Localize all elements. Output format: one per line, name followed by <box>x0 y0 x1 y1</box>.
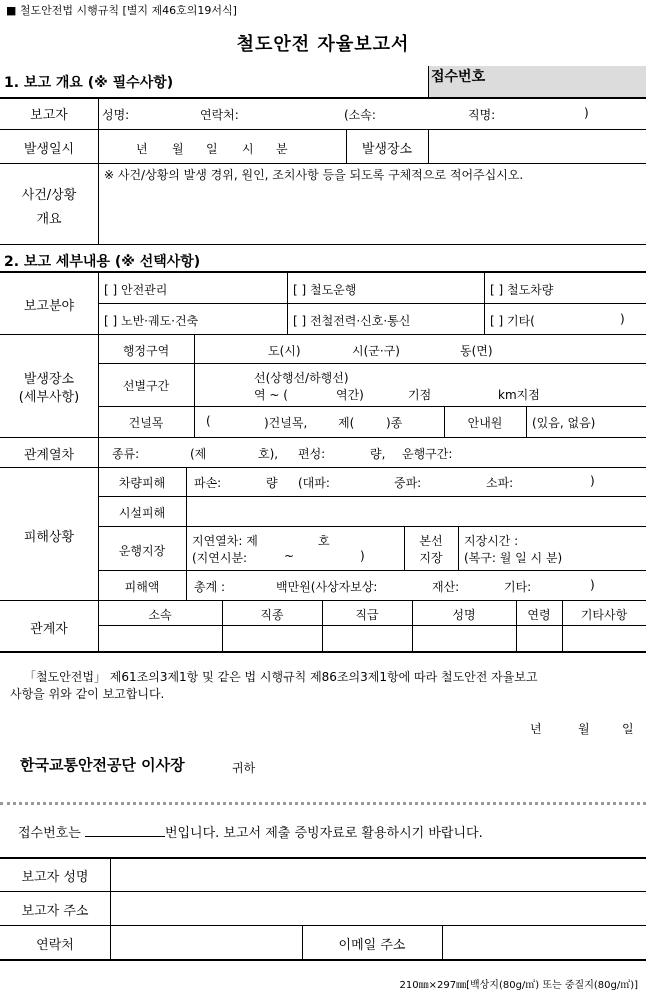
receipt-notice-a: 접수번호는 <box>18 826 81 841</box>
people-col-age: 연령 <box>527 608 551 622</box>
sign-month[interactable]: 월 <box>578 722 590 736</box>
divider <box>98 526 646 527</box>
train-no-b: 호), <box>258 447 279 461</box>
field-label: 보고분야 <box>23 299 75 314</box>
checkbox-other[interactable]: [ ] 기타( <box>490 314 535 328</box>
divider <box>98 570 646 571</box>
people-col-name: 성명 <box>452 608 476 622</box>
reporter-name-field[interactable]: 성명: <box>102 108 130 122</box>
vehicle-mid[interactable]: 중파: <box>394 476 422 490</box>
receipt-name-label: 보고자 성명 <box>21 870 89 885</box>
crossing-class-a[interactable]: 제( <box>338 416 355 430</box>
receipt-notice <box>18 822 483 841</box>
guard-options[interactable]: (있음, 없음) <box>532 416 596 430</box>
divider <box>287 271 288 334</box>
crossing-name: )건널목, <box>264 416 308 430</box>
mainline-recovery[interactable]: (복구: 월 일 시 분) <box>464 551 563 565</box>
divider <box>0 437 646 438</box>
amount-label: 피해액 <box>124 580 160 594</box>
train-route[interactable]: 운행구간: <box>402 447 453 461</box>
vehicle-damage-label: 차량피해 <box>118 476 166 490</box>
hour-unit[interactable]: 시 <box>242 142 254 156</box>
delay-time-b: ~ <box>284 549 295 563</box>
train-kind[interactable]: 종류: <box>112 447 140 461</box>
receipt-notice-b: 번입니다. 보고서 제출 증빙자료로 활용하시기 바랍니다. <box>164 826 483 841</box>
month-unit[interactable]: 월 <box>172 142 184 156</box>
reporter-affiliation-field[interactable]: (소속: <box>344 108 376 122</box>
checkbox-track-building[interactable]: [ ] 노반·궤도·건축 <box>104 314 199 328</box>
divider <box>186 467 187 600</box>
sign-year[interactable]: 년 <box>530 722 542 736</box>
train-no-a[interactable]: (제 <box>190 447 207 461</box>
divider <box>0 959 646 961</box>
paren-close: ) <box>584 106 589 120</box>
receipt-address-input[interactable] <box>111 892 646 925</box>
section1-heading: 1. 보고 개요 (※ 필수사항) <box>4 75 174 91</box>
people-col-affil: 소속 <box>148 608 172 622</box>
sign-day[interactable]: 일 <box>622 722 634 736</box>
section-line2-a[interactable]: 역 ~ ( <box>254 388 288 402</box>
people-col-grade: 직급 <box>355 608 379 622</box>
divider <box>0 129 646 130</box>
admin-area-label: 행정구역 <box>122 344 170 358</box>
people-col-job: 직종 <box>260 608 284 622</box>
delay-train[interactable]: 지연열차: 제 <box>192 534 258 548</box>
summary-hint[interactable]: ※ 사건/상황의 발생 경위, 원인, 조치사항 등을 되도록 구체적으로 적어주십시오. <box>104 168 524 182</box>
paper-spec: 210㎜×297㎜[백상지(80g/㎡) 또는 중질지(80g/㎡)] <box>399 980 638 991</box>
divider <box>98 406 646 407</box>
divider <box>0 244 646 245</box>
receipt-number-blank[interactable] <box>85 826 165 837</box>
checkbox-power-signal[interactable]: [ ] 전철전력·신호·통신 <box>293 314 411 328</box>
divider <box>98 437 99 467</box>
divider <box>0 163 646 164</box>
people-label: 관계자 <box>30 622 68 637</box>
section-line1[interactable]: 선(상행선/하행선) <box>254 371 349 385</box>
divider <box>526 406 527 437</box>
delay-time-a[interactable]: (지연시분: <box>192 551 248 565</box>
receipt-email-label: 이메일 주소 <box>338 938 406 953</box>
reporter-label: 보고자 <box>30 108 68 123</box>
vehicle-big[interactable]: (대파: <box>298 476 330 490</box>
delay-time-c: ) <box>360 549 365 563</box>
receipt-contact-label: 연락처 <box>36 938 74 953</box>
receipt-name-input[interactable] <box>111 858 646 891</box>
facility-damage-label: 시설피해 <box>118 506 166 520</box>
datetime-label: 발생일시 <box>23 142 75 157</box>
divider <box>98 363 646 364</box>
train-formation[interactable]: 편성: <box>298 447 326 461</box>
vehicle-cars: 량 <box>266 476 278 490</box>
section-line2-d: km지점 <box>498 388 540 402</box>
amount-property[interactable]: 재산: <box>432 580 460 594</box>
amount-total[interactable]: 총계 : <box>194 580 226 594</box>
checkbox-rail-operation[interactable]: [ ] 철도운행 <box>293 283 357 297</box>
section-label: 선별구간 <box>122 379 170 393</box>
divider <box>428 129 429 163</box>
train-label: 관계열차 <box>23 448 75 463</box>
operation-label: 운행지장 <box>118 544 166 558</box>
mainline-time[interactable]: 지장시간 : <box>464 534 519 548</box>
guard-label: 안내원 <box>467 416 503 430</box>
train-cars: 량, <box>370 447 386 461</box>
crossing-paren[interactable]: ( <box>206 414 211 428</box>
receipt-number-label: 접수번호 <box>431 69 486 85</box>
recipient: 한국교통안전공단 이사장 <box>20 756 185 774</box>
year-unit[interactable]: 년 <box>136 142 148 156</box>
mainline-label-1: 본선 <box>419 534 443 548</box>
divider <box>0 97 646 99</box>
section-line2-c: 기점 <box>408 388 432 402</box>
place-detail-label-1: 발생장소 <box>23 372 75 387</box>
divider <box>0 651 646 653</box>
people-col-other: 기타사항 <box>580 608 628 622</box>
delay-train-no: 호 <box>318 534 330 548</box>
divider <box>0 600 646 601</box>
mainline-label-2: 지장 <box>419 551 443 565</box>
divider <box>0 271 646 273</box>
day-unit[interactable]: 일 <box>206 142 218 156</box>
divider <box>98 271 99 334</box>
divider <box>0 334 646 335</box>
receipt-number-box[interactable] <box>428 66 646 97</box>
section-line2-b: 역간) <box>336 388 364 402</box>
divider <box>98 625 646 626</box>
summary-label-2: 개요 <box>36 212 62 227</box>
paren-close: ) <box>590 474 595 488</box>
damage-label: 피해상황 <box>23 530 75 545</box>
reporter-contact-field[interactable]: 연락처: <box>200 108 239 122</box>
receipt-contact-input[interactable] <box>111 926 301 959</box>
vehicle-broken[interactable]: 파손: <box>194 476 222 490</box>
checkbox-rail-vehicle[interactable]: [ ] 철도차량 <box>490 283 554 297</box>
minute-unit[interactable]: 분 <box>276 142 288 156</box>
cut-line <box>0 802 646 805</box>
reporter-position-field[interactable]: 직명: <box>468 108 496 122</box>
crossing-label: 건널목 <box>128 416 164 430</box>
amount-compensation[interactable]: 백만원(사상자보상: <box>276 580 378 594</box>
crossing-class-b: )종 <box>386 416 403 430</box>
divider <box>98 496 646 497</box>
legal-text-2: 사항을 위와 같이 보고합니다. <box>10 687 165 701</box>
checkbox-safety-mgmt[interactable]: [ ] 안전관리 <box>104 283 168 297</box>
section2-heading: 2. 보고 세부내용 (※ 선택사항) <box>4 254 201 270</box>
divider <box>0 467 646 468</box>
receipt-address-label: 보고자 주소 <box>21 904 89 919</box>
summary-label-1: 사건/상황 <box>21 188 77 203</box>
amount-other[interactable]: 기타: <box>504 580 532 594</box>
paren-close: ) <box>590 578 595 592</box>
divider <box>98 97 99 244</box>
divider <box>484 271 485 334</box>
divider <box>458 526 459 570</box>
divider <box>194 334 195 437</box>
place-detail-label-2: (세부사항) <box>18 390 80 405</box>
recipient-suffix: 귀하 <box>232 761 256 775</box>
page-title: 철도안전 자율보고서 <box>236 34 410 55</box>
divider <box>98 303 646 304</box>
place-label: 발생장소 <box>361 142 413 157</box>
vehicle-small[interactable]: 소파: <box>486 476 514 490</box>
form-reference: ■ 철도안전법 시행규칙 [별지 제46호의19서식] <box>6 4 237 17</box>
receipt-email-input[interactable] <box>443 926 646 959</box>
legal-text-1: 「철도안전법」 제61조의3제1항 및 같은 법 시행규칙 제86조의3제1항에 따라 철도안전 자율보고 <box>24 670 538 684</box>
admin-dong[interactable]: 동(면) <box>460 344 493 358</box>
paren-close: ) <box>620 312 625 326</box>
admin-si[interactable]: 시(군·구) <box>352 344 400 358</box>
admin-do[interactable]: 도(시) <box>268 344 301 358</box>
